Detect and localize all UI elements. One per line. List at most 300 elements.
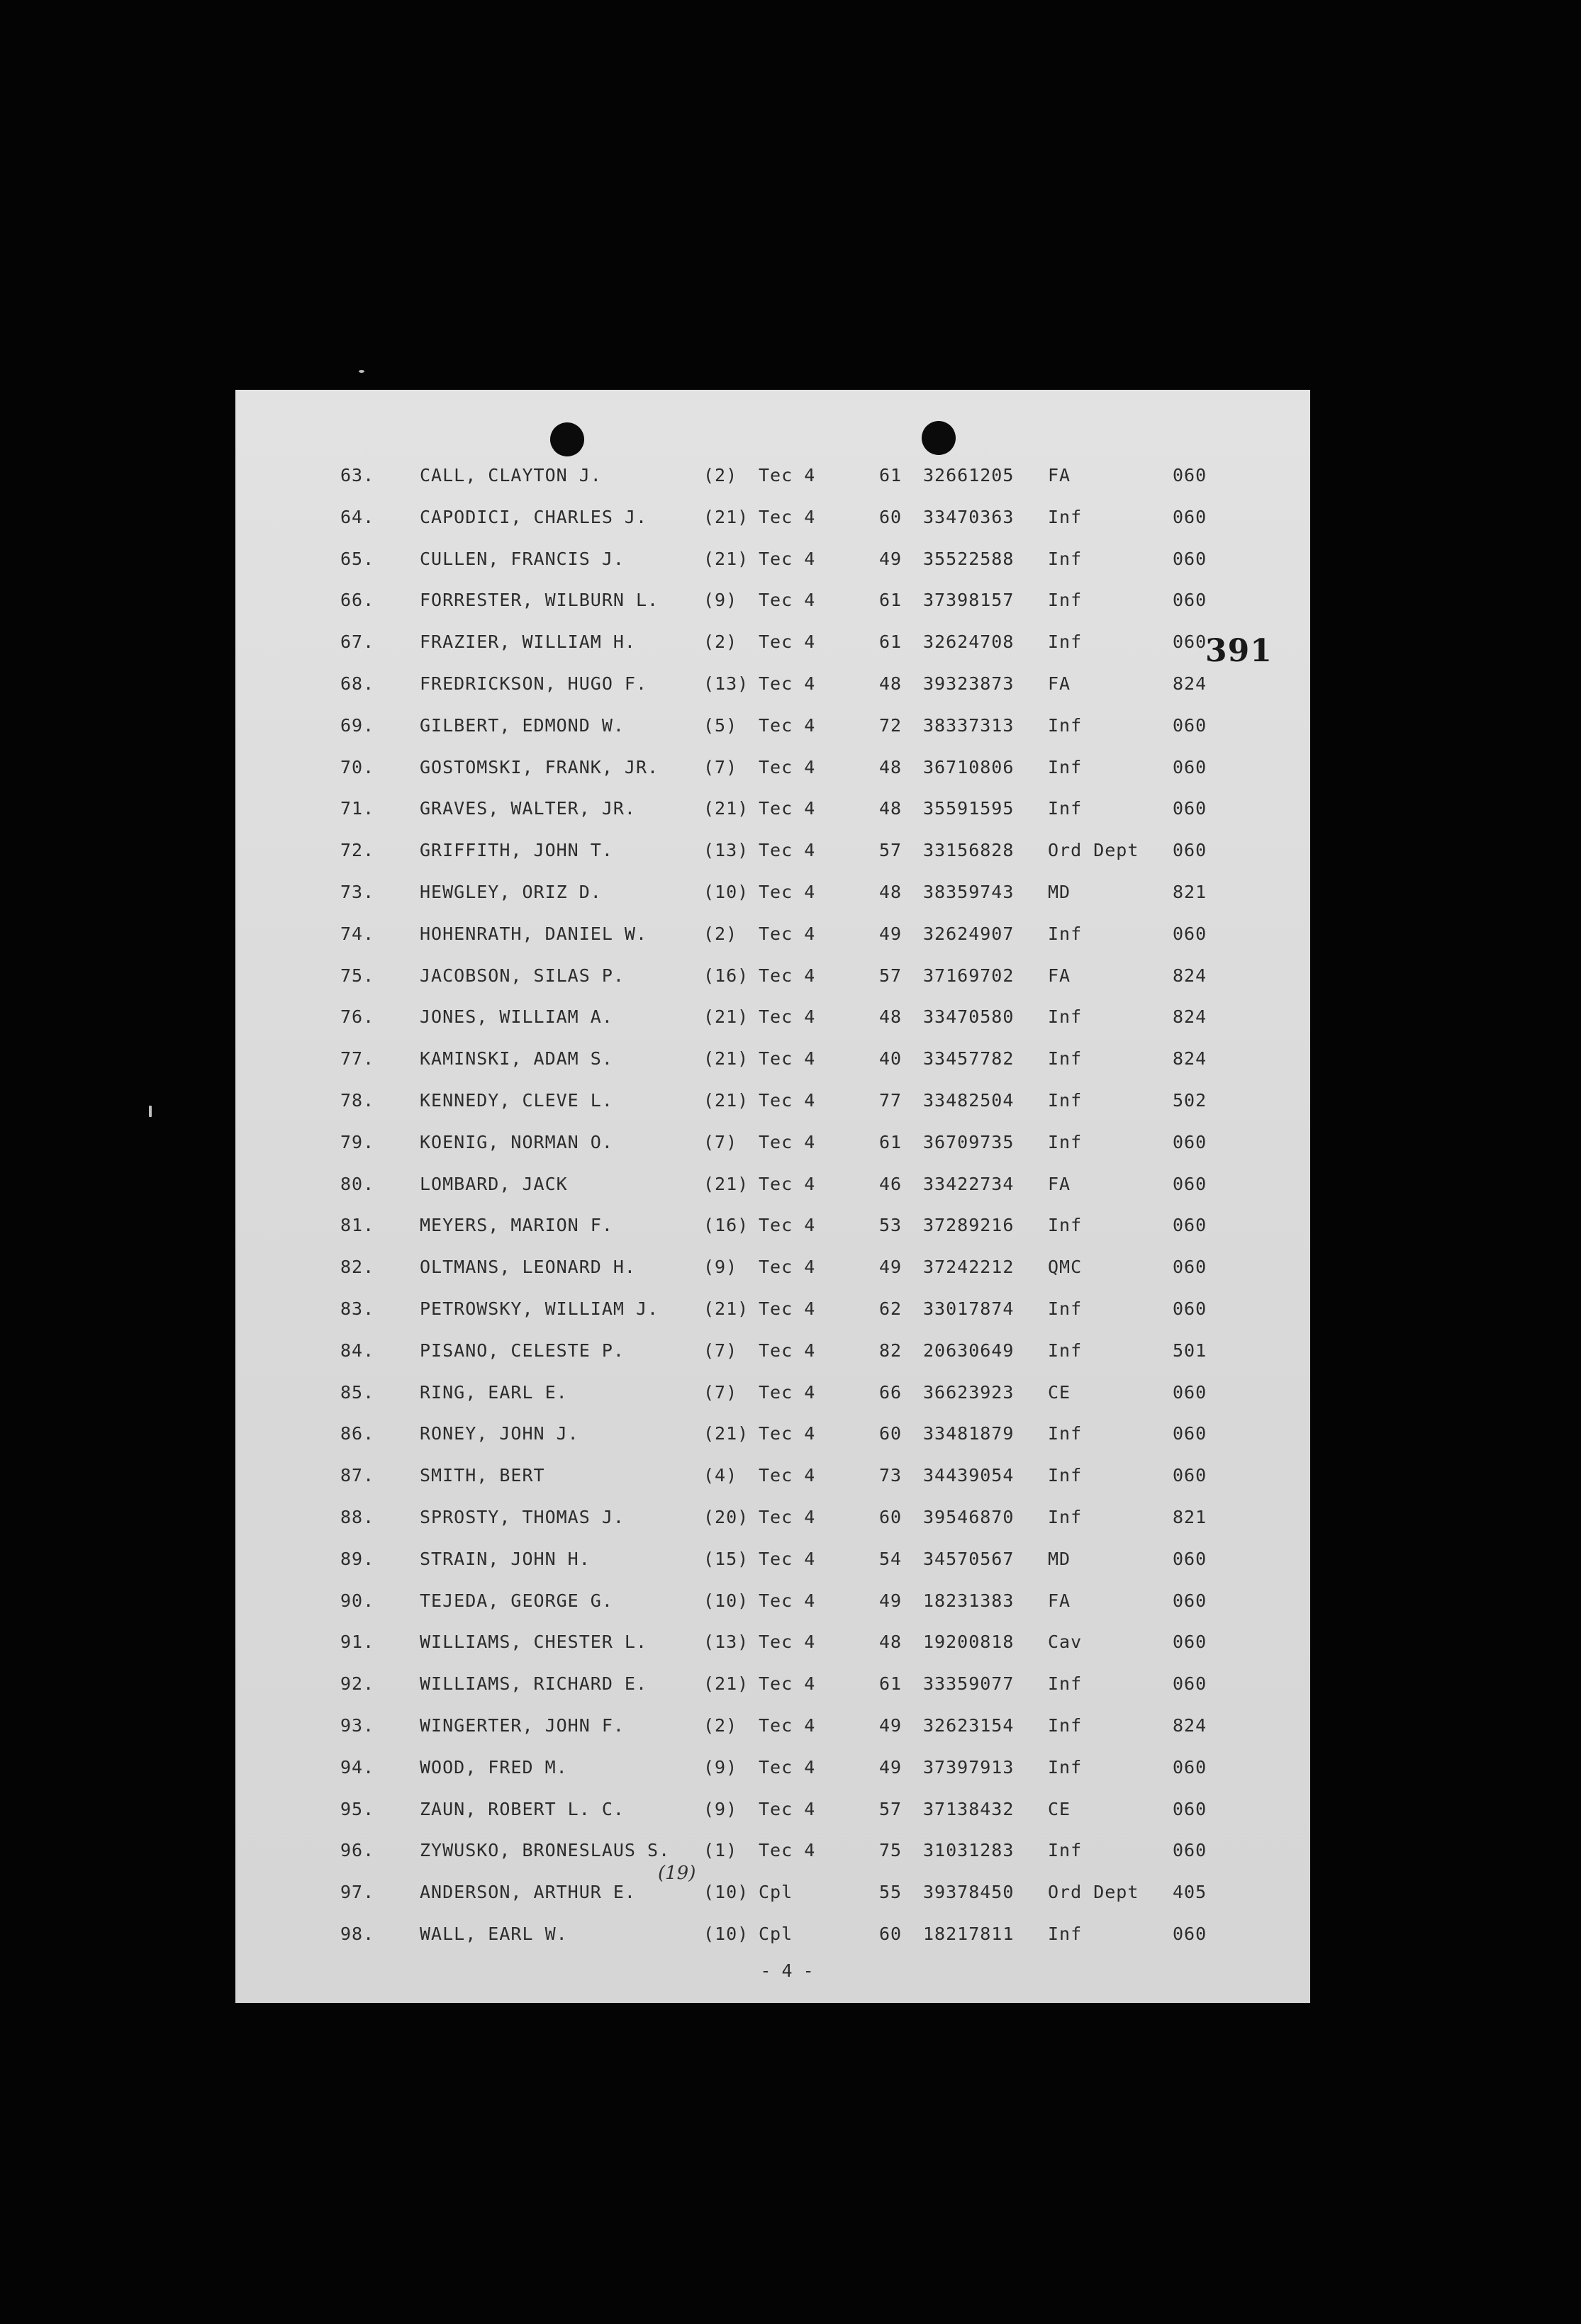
table-row <box>235 924 1310 952</box>
group-code: (20) <box>703 1507 749 1527</box>
grade: Tec 4 <box>759 631 816 653</box>
code-number: 53 <box>879 1215 903 1236</box>
arm-of-service: CE <box>1048 1381 1071 1403</box>
serial-number: 32624907 <box>923 923 1015 944</box>
row-number: 75. <box>340 965 375 986</box>
row-number: 83. <box>340 1298 375 1319</box>
page-stamp-number: 391 <box>1205 633 1273 669</box>
code-number: 60 <box>879 1924 903 1944</box>
row-number: 74. <box>340 923 375 944</box>
serial-number: 35522588 <box>923 548 1015 569</box>
arm-of-service: Inf <box>1048 548 1083 569</box>
soldier-name: PISANO, CELESTE P. <box>420 1340 625 1361</box>
soldier-name: ANDERSON, ARTHUR E. <box>420 1882 636 1903</box>
code-number: 57 <box>879 840 903 861</box>
soldier-name: WOOD, FRED M. <box>420 1756 568 1778</box>
mos-code: 501 <box>1173 1340 1207 1361</box>
group-code: (21) <box>703 1006 749 1028</box>
arm-of-service: FA <box>1048 465 1071 485</box>
group-code: (21) <box>703 1173 749 1194</box>
code-number: 61 <box>879 590 903 611</box>
mos-code: 060 <box>1173 1840 1207 1861</box>
table-row <box>235 1465 1310 1493</box>
code-number: 49 <box>879 1756 903 1778</box>
soldier-name: CALL, CLAYTON J. <box>420 465 602 485</box>
mos-code: 060 <box>1173 1590 1207 1611</box>
table-row <box>235 1924 1310 1952</box>
code-number: 48 <box>879 798 903 819</box>
table-row <box>235 715 1310 743</box>
table-row <box>235 1006 1310 1035</box>
soldier-name: OLTMANS, LEONARD H. <box>420 1257 636 1278</box>
soldier-name: FORRESTER, WILBURN L. <box>420 590 659 611</box>
punch-hole-left <box>550 422 584 456</box>
table-row <box>235 465 1310 493</box>
code-number: 48 <box>879 673 903 694</box>
code-number: 49 <box>879 1590 903 1611</box>
arm-of-service: Inf <box>1048 1465 1083 1486</box>
grade: Tec 4 <box>759 1006 816 1028</box>
serial-number: 37289216 <box>923 1215 1015 1236</box>
grade: Tec 4 <box>759 548 816 569</box>
row-number: 91. <box>340 1632 375 1653</box>
soldier-name: FRAZIER, WILLIAM H. <box>420 631 636 653</box>
row-number: 72. <box>340 840 375 861</box>
arm-of-service: Inf <box>1048 1507 1083 1527</box>
row-number: 90. <box>340 1590 375 1611</box>
code-number: 48 <box>879 1006 903 1028</box>
grade: Cpl <box>759 1882 793 1903</box>
group-code: (2) <box>703 631 738 653</box>
grade: Tec 4 <box>759 1548 816 1569</box>
arm-of-service: MD <box>1048 882 1071 902</box>
serial-number: 37397913 <box>923 1756 1015 1778</box>
code-number: 61 <box>879 631 903 653</box>
arm-of-service: Inf <box>1048 631 1083 653</box>
grade: Tec 4 <box>759 1257 816 1278</box>
soldier-name: MEYERS, MARION F. <box>420 1215 613 1236</box>
row-number: 85. <box>340 1381 375 1403</box>
grade: Tec 4 <box>759 673 816 694</box>
arm-of-service: FA <box>1048 1590 1071 1611</box>
grade: Tec 4 <box>759 590 816 611</box>
row-number: 65. <box>340 548 375 569</box>
soldier-name: GRAVES, WALTER, JR. <box>420 798 636 819</box>
grade: Tec 4 <box>759 1048 816 1070</box>
mos-code: 060 <box>1173 465 1207 485</box>
group-code: (9) <box>703 590 738 611</box>
row-number: 92. <box>340 1673 375 1695</box>
soldier-name: KAMINSKI, ADAM S. <box>420 1048 613 1070</box>
table-row <box>235 1174 1310 1202</box>
group-code: (2) <box>703 1715 738 1736</box>
mos-code: 060 <box>1173 590 1207 611</box>
arm-of-service: Inf <box>1048 1756 1083 1778</box>
serial-number: 37138432 <box>923 1798 1015 1819</box>
arm-of-service: Inf <box>1048 714 1083 736</box>
grade: Tec 4 <box>759 882 816 902</box>
table-row <box>235 1632 1310 1660</box>
code-number: 77 <box>879 1090 903 1111</box>
group-code: (5) <box>703 714 738 736</box>
serial-number: 36710806 <box>923 756 1015 778</box>
table-row <box>235 1590 1310 1619</box>
group-code: (21) <box>703 798 749 819</box>
row-number: 97. <box>340 1882 375 1903</box>
code-number: 49 <box>879 1715 903 1736</box>
serial-number: 39546870 <box>923 1507 1015 1527</box>
group-code: (13) <box>703 1632 749 1653</box>
mos-code: 060 <box>1173 1173 1207 1194</box>
soldier-name: GRIFFITH, JOHN T. <box>420 840 613 861</box>
mos-code: 824 <box>1173 1715 1207 1736</box>
code-number: 82 <box>879 1340 903 1361</box>
table-row <box>235 798 1310 826</box>
row-number: 82. <box>340 1257 375 1278</box>
mos-code: 821 <box>1173 882 1207 902</box>
soldier-name: FREDRICKSON, HUGO F. <box>420 673 648 694</box>
grade: Tec 4 <box>759 1215 816 1236</box>
mos-code: 060 <box>1173 1131 1207 1152</box>
serial-number: 35591595 <box>923 798 1015 819</box>
soldier-name: WALL, EARL W. <box>420 1924 568 1944</box>
grade: Tec 4 <box>759 1590 816 1611</box>
soldier-name: WINGERTER, JOHN F. <box>420 1715 625 1736</box>
grade: Tec 4 <box>759 1715 816 1736</box>
serial-number: 34439054 <box>923 1465 1015 1486</box>
row-number: 77. <box>340 1048 375 1070</box>
mos-code: 060 <box>1173 1756 1207 1778</box>
arm-of-service: Inf <box>1048 1131 1083 1152</box>
code-number: 60 <box>879 1423 903 1444</box>
row-number: 95. <box>340 1798 375 1819</box>
grade: Tec 4 <box>759 1756 816 1778</box>
mos-code: 060 <box>1173 1673 1207 1695</box>
row-number: 96. <box>340 1840 375 1861</box>
serial-number: 33470580 <box>923 1006 1015 1028</box>
mos-code: 060 <box>1173 714 1207 736</box>
soldier-name: KOENIG, NORMAN O. <box>420 1131 613 1152</box>
grade: Cpl <box>759 1924 793 1944</box>
table-row <box>235 882 1310 910</box>
serial-number: 33359077 <box>923 1673 1015 1695</box>
table-row <box>235 1673 1310 1702</box>
code-number: 61 <box>879 1673 903 1695</box>
table-row <box>235 1757 1310 1785</box>
row-number: 88. <box>340 1507 375 1527</box>
serial-number: 32623154 <box>923 1715 1015 1736</box>
soldier-name: RING, EARL E. <box>420 1381 568 1403</box>
row-number: 71. <box>340 798 375 819</box>
serial-number: 33457782 <box>923 1048 1015 1070</box>
group-code: (10) <box>703 1590 749 1611</box>
arm-of-service: Inf <box>1048 506 1083 527</box>
mos-code: 060 <box>1173 1548 1207 1569</box>
soldier-name: WILLIAMS, CHESTER L. <box>420 1632 648 1653</box>
group-code: (15) <box>703 1548 749 1569</box>
row-number: 76. <box>340 1006 375 1028</box>
mos-code: 405 <box>1173 1882 1207 1903</box>
code-number: 72 <box>879 714 903 736</box>
group-code: (13) <box>703 840 749 861</box>
arm-of-service: QMC <box>1048 1257 1083 1278</box>
grade: Tec 4 <box>759 465 816 485</box>
serial-number: 33470363 <box>923 506 1015 527</box>
code-number: 61 <box>879 1131 903 1152</box>
mos-code: 060 <box>1173 506 1207 527</box>
mos-code: 502 <box>1173 1090 1207 1111</box>
code-number: 54 <box>879 1548 903 1569</box>
dust-speck <box>149 1106 152 1117</box>
grade: Tec 4 <box>759 1131 816 1152</box>
mos-code: 060 <box>1173 840 1207 861</box>
soldier-name: STRAIN, JOHN H. <box>420 1548 591 1569</box>
handwritten-annotation: (19) <box>658 1863 696 1884</box>
row-number: 69. <box>340 714 375 736</box>
soldier-name: KENNEDY, CLEVE L. <box>420 1090 613 1111</box>
row-number: 70. <box>340 756 375 778</box>
mos-code: 060 <box>1173 1632 1207 1653</box>
code-number: 48 <box>879 756 903 778</box>
arm-of-service: Inf <box>1048 1006 1083 1028</box>
serial-number: 33482504 <box>923 1090 1015 1111</box>
soldier-name: GOSTOMSKI, FRANK, JR. <box>420 756 659 778</box>
arm-of-service: Inf <box>1048 1673 1083 1695</box>
group-code: (16) <box>703 1215 749 1236</box>
group-code: (7) <box>703 756 738 778</box>
soldier-name: JONES, WILLIAM A. <box>420 1006 613 1028</box>
group-code: (2) <box>703 465 738 485</box>
soldier-name: ZYWUSKO, BRONESLAUS S. <box>420 1840 671 1861</box>
table-row <box>235 1048 1310 1077</box>
soldier-name: RONEY, JOHN J. <box>420 1423 579 1444</box>
table-row <box>235 507 1310 535</box>
group-code: (21) <box>703 1090 749 1111</box>
table-row <box>235 631 1310 660</box>
table-row <box>235 1507 1310 1535</box>
serial-number: 33481879 <box>923 1423 1015 1444</box>
code-number: 57 <box>879 965 903 986</box>
group-code: (21) <box>703 1298 749 1319</box>
arm-of-service: Ord Dept <box>1048 1882 1139 1903</box>
table-row <box>235 965 1310 994</box>
mos-code: 060 <box>1173 1381 1207 1403</box>
arm-of-service: MD <box>1048 1548 1071 1569</box>
group-code: (1) <box>703 1840 738 1861</box>
table-row <box>235 1715 1310 1744</box>
grade: Tec 4 <box>759 1298 816 1319</box>
grade: Tec 4 <box>759 1173 816 1194</box>
arm-of-service: Inf <box>1048 1340 1083 1361</box>
grade: Tec 4 <box>759 1632 816 1653</box>
group-code: (10) <box>703 1924 749 1944</box>
group-code: (10) <box>703 1882 749 1903</box>
mos-code: 060 <box>1173 1798 1207 1819</box>
table-row <box>235 673 1310 702</box>
arm-of-service: Inf <box>1048 1840 1083 1861</box>
group-code: (2) <box>703 923 738 944</box>
arm-of-service: Inf <box>1048 1715 1083 1736</box>
table-row <box>235 757 1310 785</box>
code-number: 57 <box>879 1798 903 1819</box>
soldier-name: PETROWSKY, WILLIAM J. <box>420 1298 659 1319</box>
row-number: 93. <box>340 1715 375 1736</box>
row-number: 80. <box>340 1173 375 1194</box>
serial-number: 32661205 <box>923 465 1015 485</box>
serial-number: 19200818 <box>923 1632 1015 1653</box>
group-code: (10) <box>703 882 749 902</box>
mos-code: 824 <box>1173 673 1207 694</box>
row-number: 94. <box>340 1756 375 1778</box>
table-row <box>235 549 1310 577</box>
mos-code: 060 <box>1173 1257 1207 1278</box>
group-code: (4) <box>703 1465 738 1486</box>
group-code: (9) <box>703 1798 738 1819</box>
group-code: (7) <box>703 1381 738 1403</box>
code-number: 48 <box>879 1632 903 1653</box>
soldier-name: CULLEN, FRANCIS J. <box>420 548 625 569</box>
code-number: 61 <box>879 465 903 485</box>
table-row <box>235 590 1310 618</box>
mos-code: 821 <box>1173 1507 1207 1527</box>
group-code: (21) <box>703 1673 749 1695</box>
grade: Tec 4 <box>759 1381 816 1403</box>
row-number: 63. <box>340 465 375 485</box>
serial-number: 32624708 <box>923 631 1015 653</box>
row-number: 67. <box>340 631 375 653</box>
arm-of-service: Inf <box>1048 1423 1083 1444</box>
row-number: 78. <box>340 1090 375 1111</box>
arm-of-service: Inf <box>1048 798 1083 819</box>
code-number: 49 <box>879 1257 903 1278</box>
code-number: 60 <box>879 506 903 527</box>
table-row <box>235 1882 1310 1910</box>
table-row <box>235 1090 1310 1118</box>
group-code: (7) <box>703 1340 738 1361</box>
mos-code: 060 <box>1173 756 1207 778</box>
mos-code: 824 <box>1173 1048 1207 1070</box>
table-row <box>235 1382 1310 1410</box>
table-row <box>235 1799 1310 1827</box>
row-number: 87. <box>340 1465 375 1486</box>
group-code: (16) <box>703 965 749 986</box>
serial-number: 33017874 <box>923 1298 1015 1319</box>
row-number: 84. <box>340 1340 375 1361</box>
roster-page <box>235 390 1310 2003</box>
serial-number: 33156828 <box>923 840 1015 861</box>
mos-code: 824 <box>1173 1006 1207 1028</box>
serial-number: 18217811 <box>923 1924 1015 1944</box>
mos-code: 060 <box>1173 1465 1207 1486</box>
grade: Tec 4 <box>759 840 816 861</box>
serial-number: 39378450 <box>923 1882 1015 1903</box>
punch-hole-right <box>922 421 956 455</box>
soldier-name: HOHENRATH, DANIEL W. <box>420 923 648 944</box>
group-code: (21) <box>703 548 749 569</box>
soldier-name: GILBERT, EDMOND W. <box>420 714 625 736</box>
table-row <box>235 1298 1310 1327</box>
row-number: 66. <box>340 590 375 611</box>
code-number: 48 <box>879 882 903 902</box>
serial-number: 39323873 <box>923 673 1015 694</box>
soldier-name: SMITH, BERT <box>420 1465 545 1486</box>
table-row <box>235 1257 1310 1285</box>
grade: Tec 4 <box>759 1465 816 1486</box>
serial-number: 18231383 <box>923 1590 1015 1611</box>
group-code: (9) <box>703 1756 738 1778</box>
table-row <box>235 840 1310 868</box>
serial-number: 38359743 <box>923 882 1015 902</box>
group-code: (9) <box>703 1257 738 1278</box>
grade: Tec 4 <box>759 756 816 778</box>
dust-speck <box>359 370 364 373</box>
grade: Tec 4 <box>759 506 816 527</box>
mos-code: 060 <box>1173 923 1207 944</box>
arm-of-service: CE <box>1048 1798 1071 1819</box>
grade: Tec 4 <box>759 1673 816 1695</box>
mos-code: 060 <box>1173 1924 1207 1944</box>
arm-of-service: FA <box>1048 1173 1071 1194</box>
soldier-name: CAPODICI, CHARLES J. <box>420 506 648 527</box>
arm-of-service: Inf <box>1048 1298 1083 1319</box>
serial-number: 38337313 <box>923 714 1015 736</box>
code-number: 73 <box>879 1465 903 1486</box>
mos-code: 060 <box>1173 1423 1207 1444</box>
row-number: 81. <box>340 1215 375 1236</box>
code-number: 60 <box>879 1507 903 1527</box>
grade: Tec 4 <box>759 1840 816 1861</box>
table-row <box>235 1132 1310 1160</box>
group-code: (13) <box>703 673 749 694</box>
arm-of-service: Ord Dept <box>1048 840 1139 861</box>
serial-number: 37242212 <box>923 1257 1015 1278</box>
code-number: 62 <box>879 1298 903 1319</box>
arm-of-service: Inf <box>1048 1048 1083 1070</box>
table-row <box>235 1423 1310 1452</box>
code-number: 55 <box>879 1882 903 1903</box>
serial-number: 37398157 <box>923 590 1015 611</box>
row-number: 89. <box>340 1548 375 1569</box>
group-code: (21) <box>703 506 749 527</box>
serial-number: 33422734 <box>923 1173 1015 1194</box>
serial-number: 20630649 <box>923 1340 1015 1361</box>
code-number: 49 <box>879 923 903 944</box>
group-code: (7) <box>703 1131 738 1152</box>
soldier-name: HEWGLEY, ORIZ D. <box>420 882 602 902</box>
serial-number: 31031283 <box>923 1840 1015 1861</box>
arm-of-service: Inf <box>1048 923 1083 944</box>
arm-of-service: Inf <box>1048 756 1083 778</box>
row-number: 64. <box>340 506 375 527</box>
arm-of-service: Inf <box>1048 1090 1083 1111</box>
soldier-name: TEJEDA, GEORGE G. <box>420 1590 613 1611</box>
row-number: 86. <box>340 1423 375 1444</box>
grade: Tec 4 <box>759 1423 816 1444</box>
table-row <box>235 1340 1310 1369</box>
mos-code: 060 <box>1173 548 1207 569</box>
mos-code: 824 <box>1173 965 1207 986</box>
code-number: 49 <box>879 548 903 569</box>
row-number: 79. <box>340 1131 375 1152</box>
page-number-footer: - 4 - <box>760 1960 814 1981</box>
group-code: (21) <box>703 1048 749 1070</box>
row-number: 73. <box>340 882 375 902</box>
grade: Tec 4 <box>759 965 816 986</box>
soldier-name: JACOBSON, SILAS P. <box>420 965 625 986</box>
table-row <box>235 1215 1310 1243</box>
grade: Tec 4 <box>759 1507 816 1527</box>
code-number: 46 <box>879 1173 903 1194</box>
